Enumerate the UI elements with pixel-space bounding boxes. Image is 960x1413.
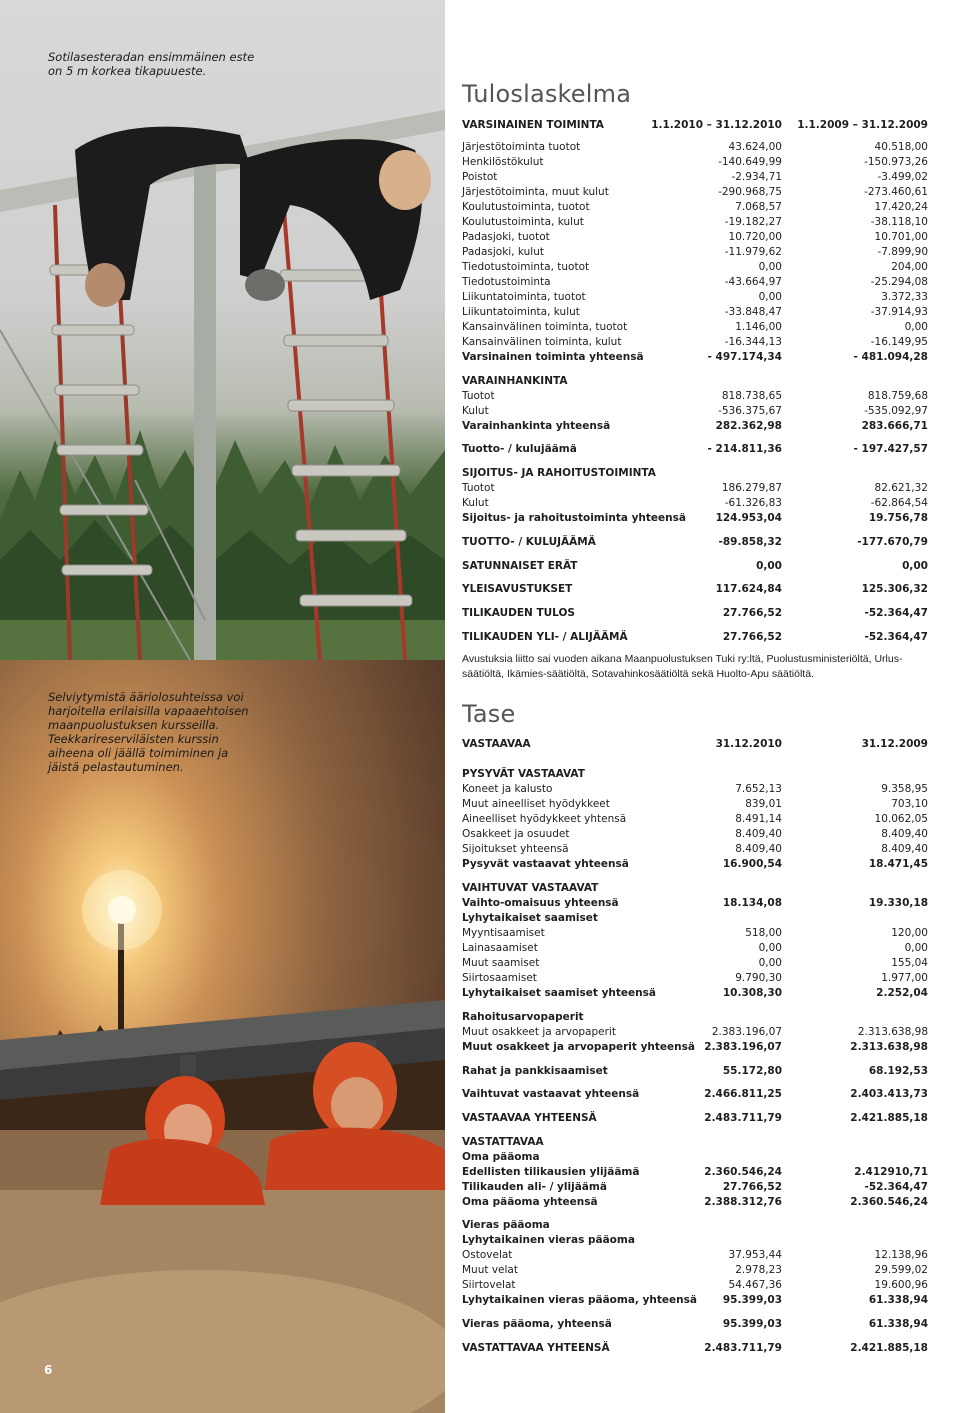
value-previous-year: -52.364,47 — [864, 1181, 928, 1193]
table-row — [462, 1025, 932, 1040]
row-label: Muut aineelliset hyödykkeet — [462, 798, 610, 810]
value-current-year: 10.720,00 — [728, 231, 782, 243]
value-previous-year: 68.192,53 — [868, 1065, 928, 1077]
table-row — [462, 215, 932, 230]
value-current-year: 839,01 — [745, 798, 782, 810]
row-label: Pysyvät vastaavat yhteensä — [462, 858, 629, 870]
value-current-year: 1.146,00 — [735, 321, 782, 333]
value-current-year: 2.383.196,07 — [711, 1026, 782, 1038]
table-row — [462, 911, 932, 926]
row-label: VASTAAVAA YHTEENSÄ — [462, 1112, 597, 1124]
table-row — [462, 290, 932, 305]
value-previous-year: 120,00 — [891, 927, 928, 939]
value-previous-year: 2.252,04 — [876, 987, 928, 999]
row-label: Vaihtuvat vastaavat yhteensä — [462, 1088, 640, 1100]
table-row — [462, 496, 932, 511]
row-label: Kulut — [462, 497, 489, 509]
table-row — [462, 374, 932, 389]
row-label: Varainhankinta yhteensä — [462, 420, 611, 432]
value-previous-year: 2.421.885,18 — [850, 1112, 928, 1124]
value-current-year: 0,00 — [758, 942, 782, 954]
value-current-year: 95.399,03 — [722, 1318, 782, 1330]
value-current-year: 9.790,30 — [735, 972, 782, 984]
row-label: Sijoitukset yhteensä — [462, 843, 569, 855]
table-row — [462, 230, 932, 245]
tase-title: Tase — [462, 700, 516, 728]
row-label: VASTAAVAA — [462, 738, 531, 750]
row-label: Varsinainen toiminta yhteensä — [462, 351, 644, 363]
row-label: VAIHTUVAT VASTAAVAT — [462, 882, 599, 894]
row-label: Tuotot — [462, 482, 495, 494]
value-previous-year: 61.338,94 — [868, 1294, 928, 1306]
row-label: Oma pääoma — [462, 1151, 540, 1163]
row-label: TILIKAUDEN TULOS — [462, 607, 575, 619]
table-row — [462, 419, 932, 434]
table-row — [462, 170, 932, 185]
row-label: SIJOITUS- JA RAHOITUSTOIMINTA — [462, 467, 656, 479]
table-row — [462, 389, 932, 404]
row-label: Kansainvälinen toiminta, kulut — [462, 336, 622, 348]
value-previous-year: 10.062,05 — [874, 813, 928, 825]
value-current-year: -19.182,27 — [724, 216, 782, 228]
value-previous-year: - 481.094,28 — [853, 351, 928, 363]
photo-caption-top: Sotilasesteradan ensimmäinen este on 5 m korkea tikapuueste. — [48, 50, 255, 78]
page-number: 6 — [44, 1363, 53, 1377]
table-row — [462, 260, 932, 275]
table-row — [462, 466, 932, 481]
table-row — [462, 606, 932, 621]
table-row — [462, 404, 932, 419]
value-previous-year: 19.756,78 — [868, 512, 928, 524]
row-label: Lyhytaikaiset saamiset yhteensä — [462, 987, 656, 999]
table-row — [462, 926, 932, 941]
value-previous-year: -7.899,90 — [877, 246, 928, 258]
value-current-year: 2.466.811,25 — [704, 1088, 782, 1100]
table-row — [462, 140, 932, 155]
value-previous-year: 9.358,95 — [881, 783, 928, 795]
row-label: Kansainvälinen toiminta, tuotot — [462, 321, 628, 333]
value-current-year: 0,00 — [758, 291, 782, 303]
row-label: VASTATTAVAA — [462, 1136, 544, 1148]
table-row — [462, 1233, 932, 1248]
value-previous-year: 61.338,94 — [868, 1318, 928, 1330]
table-row — [462, 1040, 932, 1055]
value-previous-year: 2.403.413,73 — [850, 1088, 928, 1100]
table-row — [462, 842, 932, 857]
row-label: Myyntisaamiset — [462, 927, 545, 939]
row-label: Tilikauden ali- / ylijäämä — [462, 1181, 607, 1193]
table-row — [462, 320, 932, 335]
value-previous-year: -3.499,02 — [877, 171, 928, 183]
row-label: Vieras pääoma, yhteensä — [462, 1318, 612, 1330]
row-label: Ostovelat — [462, 1249, 513, 1261]
value-current-year: 8.491,14 — [735, 813, 782, 825]
value-previous-year: -25.294,08 — [870, 276, 928, 288]
table-header-row — [462, 737, 932, 752]
row-label: Tuotot — [462, 390, 495, 402]
value-previous-year: -177.670,79 — [857, 536, 928, 548]
value-current-year: -61.326,83 — [724, 497, 782, 509]
table-row — [462, 305, 932, 320]
row-label: SATUNNAISET ERÄT — [462, 560, 578, 572]
row-label: TILIKAUDEN YLI- / ALIJÄÄMÄ — [462, 631, 628, 643]
table-row — [462, 350, 932, 365]
table-row — [462, 1165, 932, 1180]
value-current-year: - 497.174,34 — [707, 351, 782, 363]
row-label: Koulutustoiminta, kulut — [462, 216, 584, 228]
value-current-year: 0,00 — [758, 957, 782, 969]
value-current-year: 16.900,54 — [722, 858, 782, 870]
row-label: Liikuntatoiminta, tuotot — [462, 291, 586, 303]
table-row — [462, 812, 932, 827]
row-label: VARAINHANKINTA — [462, 375, 568, 387]
value-previous-year: -52.364,47 — [864, 631, 928, 643]
table-row — [462, 1010, 932, 1025]
value-current-year: 186.279,87 — [721, 482, 782, 494]
row-label: Muut osakkeet ja arvopaperit yhteensä — [462, 1041, 695, 1053]
row-label: Muut osakkeet ja arvopaperit — [462, 1026, 616, 1038]
value-previous-year: 2.421.885,18 — [850, 1342, 928, 1354]
row-label: Poistot — [462, 171, 498, 183]
value-current-year: -140.649,99 — [718, 156, 782, 168]
row-label: Siirtovelat — [462, 1279, 516, 1291]
value-previous-year: -62.864,54 — [870, 497, 928, 509]
row-label: TUOTTO- / KULUJÄÄMÄ — [462, 536, 596, 548]
value-current-year: 27.766,52 — [722, 631, 782, 643]
value-previous-year: -150.973,26 — [864, 156, 928, 168]
value-previous-year: 2.313.638,98 — [857, 1026, 928, 1038]
value-current-year: 8.409,40 — [735, 828, 782, 840]
table-row — [462, 1087, 932, 1102]
row-label: Järjestötoiminta, muut kulut — [462, 186, 609, 198]
value-previous-year: 8.409,40 — [881, 843, 928, 855]
row-label: Kulut — [462, 405, 489, 417]
table-row — [462, 797, 932, 812]
table-row — [462, 582, 932, 597]
value-previous-year: 2.360.546,24 — [850, 1196, 928, 1208]
value-previous-year: -16.149,95 — [870, 336, 928, 348]
row-label: Padasjoki, tuotot — [462, 231, 550, 243]
table-row — [462, 1218, 932, 1233]
value-previous-year: -38.118,10 — [870, 216, 928, 228]
row-label: Vaihto-omaisuus yhteensä — [462, 897, 619, 909]
row-label: PYSYVÄT VASTAAVAT — [462, 768, 585, 780]
table-row — [462, 535, 932, 550]
value-previous-year: 2.313.638,98 — [850, 1041, 928, 1053]
value-current-year: -2.934,71 — [731, 171, 782, 183]
value-current-year: 18.134,08 — [722, 897, 782, 909]
value-current-year: -33.848,47 — [724, 306, 782, 318]
value-previous-year: 818.759,68 — [867, 390, 928, 402]
table-header-row — [462, 118, 932, 133]
table-row — [462, 335, 932, 350]
value-current-year: -11.979,62 — [724, 246, 782, 258]
row-label: Muut velat — [462, 1264, 518, 1276]
table-row — [462, 1195, 932, 1210]
value-previous-year: -273.460,61 — [864, 186, 928, 198]
value-current-year: 54.467,36 — [728, 1279, 782, 1291]
value-current-year: 37.953,44 — [728, 1249, 782, 1261]
value-previous-year: 3.372,33 — [881, 291, 928, 303]
value-previous-year: 8.409,40 — [881, 828, 928, 840]
value-current-year: 518,00 — [745, 927, 782, 939]
row-label: YLEISAVUSTUKSET — [462, 583, 573, 595]
table-row — [462, 1263, 932, 1278]
value-previous-year: 0,00 — [904, 942, 928, 954]
value-previous-year: 204,00 — [891, 261, 928, 273]
value-previous-year: 703,10 — [891, 798, 928, 810]
value-current-year: 43.624,00 — [728, 141, 782, 153]
ladder-obstacle-illustration — [0, 0, 445, 660]
table-row — [462, 782, 932, 797]
value-current-year: 27.766,52 — [722, 1181, 782, 1193]
table-row — [462, 1064, 932, 1079]
photo-caption-bottom: Selviytymistä ääriolosuhteissa voi harjoitella erilaisilla vapaaehtoisen maanpuolustuksen kursseilla. Teekkarireserviläisten kurssin aiheena oli jäällä toimiminen ja jäistä pelastautuminen. — [48, 690, 249, 774]
table-row — [462, 1317, 932, 1332]
value-current-year: 31.12.2010 — [715, 738, 782, 750]
table-row — [462, 941, 932, 956]
row-label: Lainasaamiset — [462, 942, 538, 954]
value-current-year: 282.362,98 — [715, 420, 782, 432]
table-row — [462, 896, 932, 911]
value-previous-year: 31.12.2009 — [861, 738, 928, 750]
table-row — [462, 630, 932, 645]
row-label: Siirtosaamiset — [462, 972, 537, 984]
row-label: Lyhytaikaiset saamiset — [462, 912, 598, 924]
value-current-year: 2.978,23 — [735, 1264, 782, 1276]
table-row — [462, 1111, 932, 1126]
value-current-year: 1.1.2010 – 31.12.2010 — [651, 119, 782, 131]
value-current-year: 8.409,40 — [735, 843, 782, 855]
row-label: Järjestötoiminta tuotot — [462, 141, 581, 153]
row-label: Osakkeet ja osuudet — [462, 828, 570, 840]
value-current-year: -43.664,97 — [724, 276, 782, 288]
table-row — [462, 1150, 932, 1165]
value-previous-year: -52.364,47 — [864, 607, 928, 619]
table-row — [462, 767, 932, 782]
table-row — [462, 185, 932, 200]
table-row — [462, 155, 932, 170]
row-label: Tuotto- / kulujäämä — [462, 443, 577, 455]
row-label: Lyhytaikainen vieras pääoma, yhteensä — [462, 1294, 697, 1306]
table-row — [462, 200, 932, 215]
value-previous-year: 1.977,00 — [881, 972, 928, 984]
value-previous-year: - 197.427,57 — [853, 443, 928, 455]
row-label: Henkilöstökulut — [462, 156, 544, 168]
row-label: Koulutustoiminta, tuotot — [462, 201, 590, 213]
value-current-year: 2.360.546,24 — [704, 1166, 782, 1178]
value-previous-year: 0,00 — [902, 560, 928, 572]
row-label: Muut saamiset — [462, 957, 540, 969]
row-label: Tiedotustoiminta, tuotot — [462, 261, 590, 273]
value-previous-year: -37.914,93 — [870, 306, 928, 318]
table-row — [462, 275, 932, 290]
value-previous-year: 10.701,00 — [874, 231, 928, 243]
table-row — [462, 511, 932, 526]
value-current-year: 95.399,03 — [722, 1294, 782, 1306]
value-previous-year: 19.600,96 — [874, 1279, 928, 1291]
value-current-year: 2.383.196,07 — [704, 1041, 782, 1053]
row-label: Rahoitusarvopaperit — [462, 1011, 584, 1023]
value-previous-year: 155,04 — [891, 957, 928, 969]
value-previous-year: 1.1.2009 – 31.12.2009 — [797, 119, 928, 131]
value-previous-year: 283.666,71 — [861, 420, 928, 432]
table-row — [462, 1293, 932, 1308]
value-previous-year: 29.599,02 — [874, 1264, 928, 1276]
value-current-year: 117.624,84 — [715, 583, 782, 595]
value-current-year: 2.483.711,79 — [704, 1112, 782, 1124]
value-previous-year: 17.420,24 — [874, 201, 928, 213]
grants-note: Avustuksia liitto sai vuoden aikana Maanpuolustuksen Tuki ry:ltä, Puolustusministeriöltä, Urlus-säätiöltä, Ikämies-säätiöltä, Sotavahinkosäätiöltä sekä Huolto-Apu säätiöltä. — [462, 653, 903, 680]
value-current-year: -290.968,75 — [718, 186, 782, 198]
value-previous-year: 18.471,45 — [868, 858, 928, 870]
table-row — [462, 881, 932, 896]
value-current-year: 0,00 — [756, 560, 782, 572]
table-row — [462, 971, 932, 986]
value-current-year: 0,00 — [758, 261, 782, 273]
row-label: Vieras pääoma — [462, 1219, 550, 1231]
row-label: Rahat ja pankkisaamiset — [462, 1065, 608, 1077]
value-current-year: - 214.811,36 — [707, 443, 782, 455]
row-label: Lyhytaikainen vieras pääoma — [462, 1234, 635, 1246]
table-row — [462, 1135, 932, 1150]
value-previous-year: -535.092,97 — [864, 405, 928, 417]
value-current-year: 2.388.312,76 — [704, 1196, 782, 1208]
value-previous-year: 0,00 — [904, 321, 928, 333]
row-label: Liikuntatoiminta, kulut — [462, 306, 580, 318]
table-row — [462, 481, 932, 496]
photo-ladder-obstacle — [0, 0, 445, 660]
value-current-year: -536.375,67 — [718, 405, 782, 417]
value-current-year: 2.483.711,79 — [704, 1342, 782, 1354]
table-row — [462, 1180, 932, 1195]
value-current-year: 27.766,52 — [722, 607, 782, 619]
value-current-year: -16.344,13 — [724, 336, 782, 348]
value-previous-year: 2.412910,71 — [854, 1166, 928, 1178]
table-row — [462, 1278, 932, 1293]
value-previous-year: 40.518,00 — [874, 141, 928, 153]
table-row — [462, 1248, 932, 1263]
value-current-year: -89.858,32 — [718, 536, 782, 548]
value-previous-year: 12.138,96 — [874, 1249, 928, 1261]
row-label: Aineelliset hyödykkeet yhtensä — [462, 813, 627, 825]
row-label: Sijoitus- ja rahoitustoiminta yhteensä — [462, 512, 686, 524]
row-label: Padasjoki, kulut — [462, 246, 544, 258]
row-label: Koneet ja kalusto — [462, 783, 553, 795]
tuloslaskelma-title: Tuloslaskelma — [462, 80, 632, 108]
value-previous-year: 19.330,18 — [868, 897, 928, 909]
table-row — [462, 827, 932, 842]
table-row — [462, 986, 932, 1001]
value-previous-year: 125.306,32 — [861, 583, 928, 595]
value-current-year: 124.953,04 — [715, 512, 782, 524]
value-current-year: 818.738,65 — [721, 390, 782, 402]
row-label: VASTATTAVAA YHTEENSÄ — [462, 1342, 610, 1354]
value-current-year: 7.652,13 — [735, 783, 782, 795]
value-current-year: 7.068,57 — [735, 201, 782, 213]
table-row — [462, 1341, 932, 1356]
row-label: Edellisten tilikausien ylijäämä — [462, 1166, 640, 1178]
row-label: Oma pääoma yhteensä — [462, 1196, 598, 1208]
table-row — [462, 245, 932, 260]
row-label: Tiedotustoiminta — [462, 276, 551, 288]
value-previous-year: 82.621,32 — [874, 482, 928, 494]
table-row — [462, 857, 932, 872]
value-current-year: 55.172,80 — [722, 1065, 782, 1077]
row-label: VARSINAINEN TOIMINTA — [462, 119, 604, 131]
table-row — [462, 956, 932, 971]
value-current-year: 10.308,30 — [722, 987, 782, 999]
table-row — [462, 442, 932, 457]
table-row — [462, 559, 932, 574]
